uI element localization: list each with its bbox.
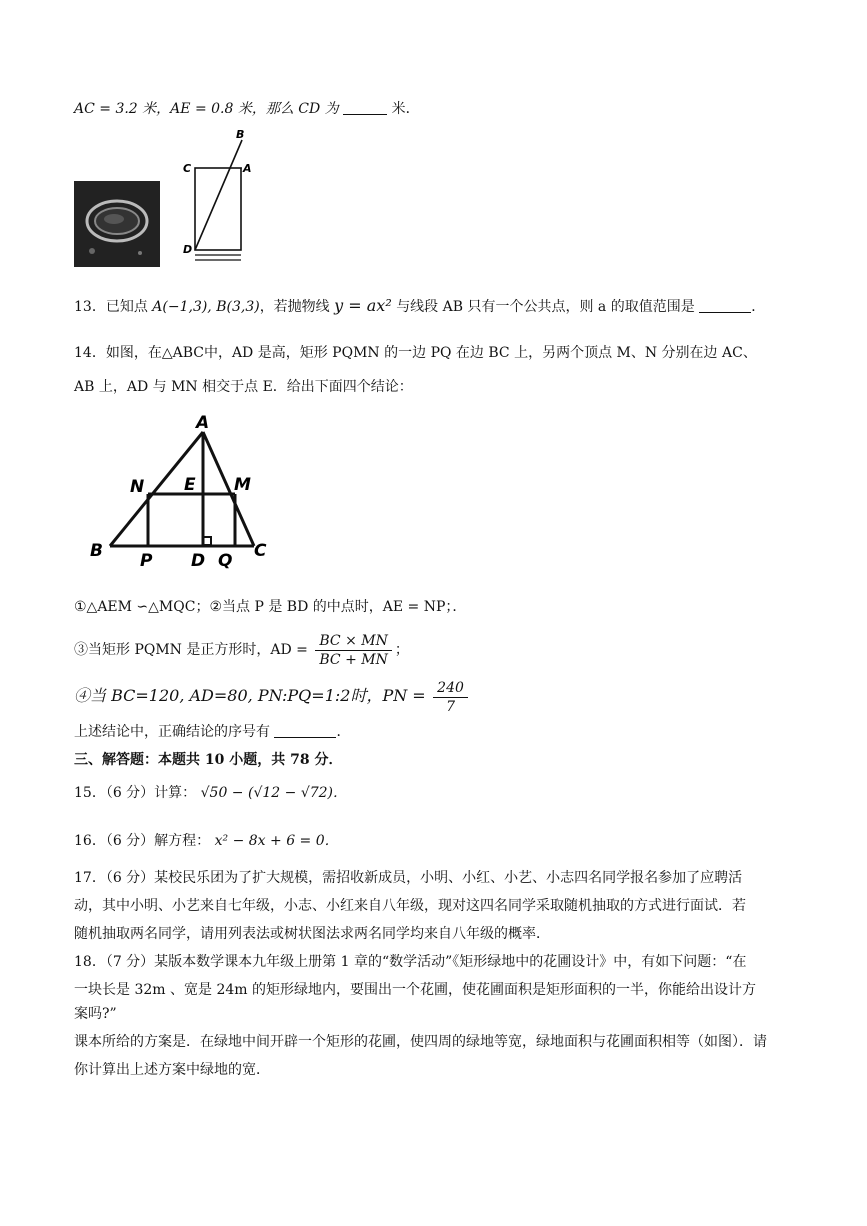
q14-conclusion-3 (74, 630, 409, 670)
q12-blank (343, 100, 387, 115)
q13-equation: y = ax² (334, 296, 392, 315)
c3-fraction (315, 632, 391, 669)
q16-prefix: 16．（6 分）解方程： (74, 833, 211, 849)
q13-prefix: 13．已知点 (74, 299, 148, 315)
label-n: N (130, 477, 145, 497)
label-c: C (254, 541, 267, 561)
q18-line1: 18．（7 分）某版本数学课本九年级上册第 1 章的“数学活动”《矩形绿地中的花圃设计》中，有如下问题：“在 (74, 954, 747, 970)
q12-line (74, 98, 420, 120)
q12-text: AC = 3.2 米，AE = 0.8 米，那么 CD 为 (74, 101, 339, 117)
q13-mid: ，若抛物线 (259, 299, 330, 315)
label-b: B (90, 541, 103, 561)
q18-line5: 你计算出上述方案中绿地的宽． (74, 1062, 270, 1078)
c4-denominator: 7 (446, 698, 455, 715)
q14-diagram (88, 410, 298, 570)
c4-numerator: 240 (433, 679, 468, 698)
q13-points: A(−1,3), B(3,3) (152, 299, 260, 315)
q14-ask-text: 上述结论中，正确结论的序号有 (74, 724, 270, 740)
q13-blank (699, 298, 751, 313)
q17-line2: 动，其中小明、小艺来自七年级，小志、小红来自八年级，现对这四名同学采取随机抽取的方式进行面试．若 (74, 898, 746, 914)
q12-unit: 米． (391, 101, 420, 117)
label-d: D (191, 551, 206, 570)
q14-blank (274, 723, 336, 738)
well-photo-image (74, 181, 160, 267)
q18-line4: 课本所给的方案是．在绿地中间开辟一个矩形的花圃，使四周的绿地等宽，绿地面积与花圃面积相等（如图）．请 (74, 1034, 767, 1050)
q12-diagram (180, 128, 270, 268)
section-3-heading: 三、解答题：本题共 10 小题，共 78 分． (74, 752, 343, 768)
label-d: D (183, 243, 193, 256)
q14-line2: AB 上，AD 与 MN 相交于点 E．给出下面四个结论： (74, 379, 413, 395)
q15-line (74, 782, 347, 804)
q17-line1: 17．（6 分）某校民乐团为了扩大规模，需招收新成员，小明、小红、小艺、小志四名同学报名参加了应聘活 (74, 870, 743, 886)
label-a: A (243, 162, 252, 175)
q14-line1: 14．如图，在△ABC中，AD 是高，矩形 PQMN 的一边 PQ 在边 BC 上，另两个顶点 M、N 分别在边 AC、 (74, 345, 757, 361)
c3-suffix: ； (394, 642, 409, 658)
label-q: Q (218, 551, 233, 570)
q14-ask-end: ． (336, 724, 351, 740)
c4-fraction (433, 679, 468, 716)
label-m: M (234, 475, 251, 495)
label-e: E (184, 475, 196, 495)
q13-line (74, 295, 765, 318)
q13-suffix: 与线段 AB 只有一个公共点，则 a 的取值范围是 (396, 299, 695, 315)
q17-line3: 随机抽取两名同学，请用列表法或树状图法求两名同学均来自八年级的概率． (74, 926, 550, 942)
q13-end: ． (751, 299, 766, 315)
q14-conclusion-1-2: ①△AEM ∽△MQC；②当点 P 是 BD 的中点时，AE = NP；． (74, 599, 467, 615)
q16-expression: x² − 8x + 6 = 0． (214, 833, 339, 849)
label-a: A (196, 413, 210, 433)
q18-line3: 案吗?” (74, 1006, 117, 1022)
q12-photo (74, 181, 160, 267)
label-b: B (236, 128, 245, 141)
q15-expression: √50 − (√12 − √72)． (200, 785, 348, 801)
c3-denominator: BC + MN (319, 651, 388, 668)
c3-numerator: BC × MN (315, 632, 391, 651)
q16-line (74, 830, 339, 852)
c3-prefix: ③当矩形 PQMN 是正方形时，AD = (74, 642, 308, 658)
label-c: C (183, 162, 192, 175)
c4-prefix: ④当 BC=120, AD=80, PN:PQ=1:2时，PN = (74, 686, 426, 705)
q14-conclusion-4 (74, 676, 471, 717)
q18-line2: 一块长是 32m 、宽是 24m 的矩形绿地内，要围出一个花圃，使花圃面积是矩形面积的一半，你能给出设计方 (74, 982, 756, 998)
label-p: P (140, 551, 153, 570)
q15-prefix: 15．（6 分）计算： (74, 785, 197, 801)
q14-ask (74, 721, 350, 743)
